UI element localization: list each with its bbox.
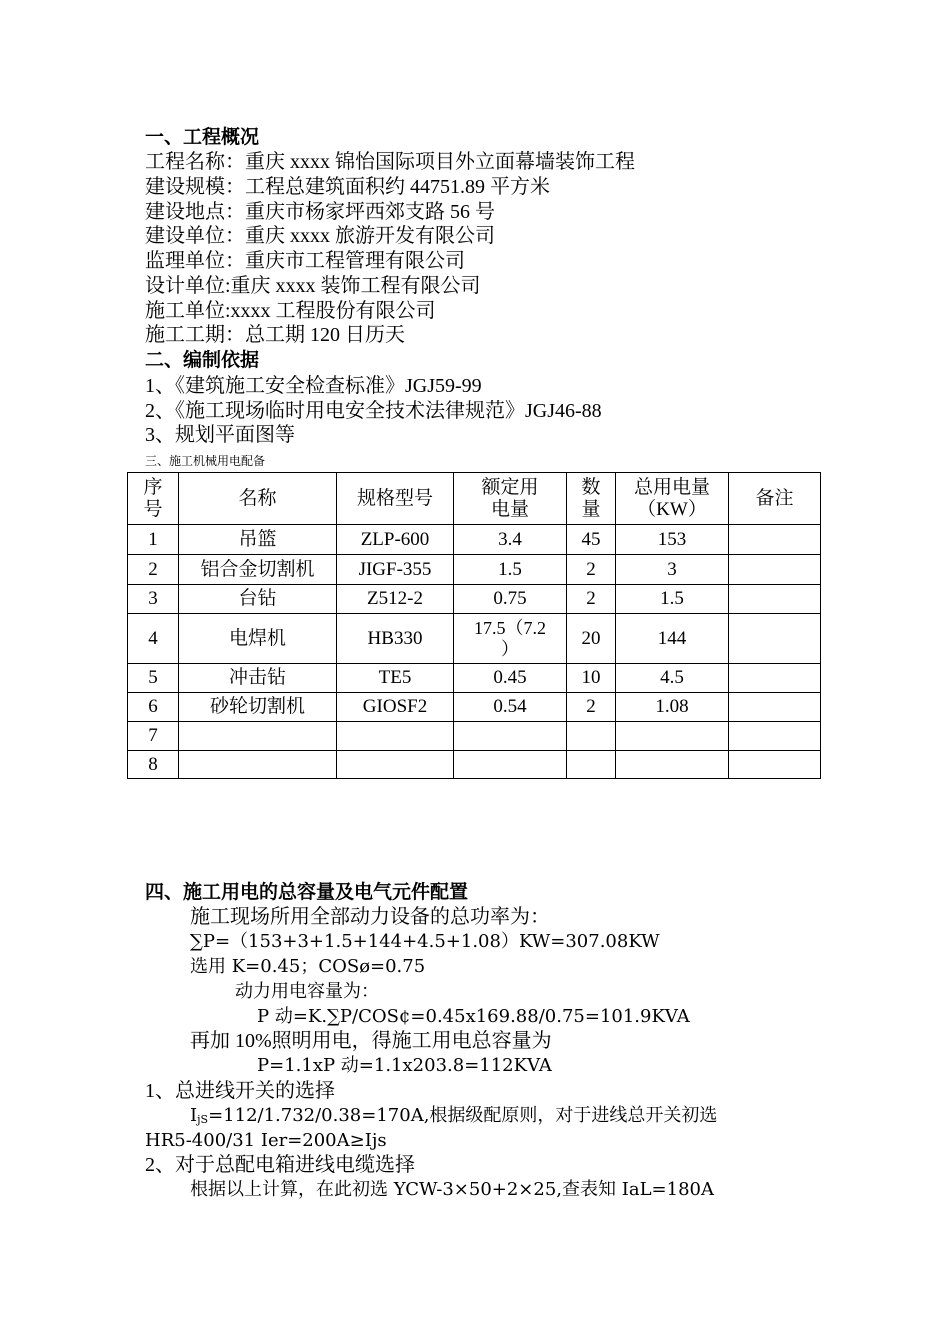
- table-row: [128, 722, 821, 751]
- cell-no: 3: [128, 585, 179, 614]
- cell-name: 砂轮切割机: [179, 693, 337, 722]
- subsection-2-title: 2、对于总配电箱进线电缆选择: [145, 1154, 415, 1176]
- cell-total: 3: [616, 555, 729, 585]
- project-duration: 施工工期：总工期 120 日历天: [145, 324, 405, 346]
- project-location: 建设地点：重庆市杨家坪西郊支路 56 号: [145, 201, 495, 223]
- basis-item-3: 3、规划平面图等: [145, 424, 295, 446]
- equipment-table: [127, 472, 821, 779]
- cell-note: [729, 664, 821, 693]
- cell-name: 台钻: [179, 585, 337, 614]
- project-name: 工程名称：重庆 xxxx 锦怡国际项目外立面幕墙装饰工程: [145, 151, 635, 173]
- cell-no: 5: [128, 664, 179, 693]
- cell-note: [729, 555, 821, 585]
- cell-rated: 3.4: [454, 525, 567, 555]
- header-total-power: 总用电量 （KW）: [616, 473, 729, 525]
- project-scale: 建设规模：工程总建筑面积约 44751.89 平方米: [145, 176, 550, 198]
- header-no: 序 号: [128, 473, 179, 525]
- cell-rated: [454, 751, 567, 779]
- cell-rated: 0.75: [454, 585, 567, 614]
- section-1-title: 一、工程概况: [145, 126, 260, 148]
- section-4-title: 四、施工用电的总容量及电气元件配置: [145, 881, 469, 903]
- calc-power-capacity: P 动=K.∑P/COS¢=0.45x169.88/0.75=101.9KVA: [257, 1006, 690, 1027]
- table-row: [128, 525, 821, 555]
- cell-total: [616, 751, 729, 779]
- cell-qty: 20: [567, 614, 616, 664]
- cell-total: 4.5: [616, 664, 729, 693]
- header-note: 备注: [729, 473, 821, 525]
- table-row: [128, 555, 821, 585]
- project-contractor: 施工单位:xxxx 工程股份有限公司: [145, 300, 436, 322]
- cell-name: 电焊机: [179, 614, 337, 664]
- cable-selection: 根据以上计算，在此初选 YCW-3×50+2×25,查表知 IaL=180A: [190, 1179, 714, 1200]
- calc-coefficients: 选用 K=0.45；COSø=0.75: [190, 956, 426, 977]
- cell-model: ZLP-600: [337, 525, 454, 555]
- cell-rated: 0.45: [454, 664, 567, 693]
- cell-model: Z512-2: [337, 585, 454, 614]
- cell-total: 144: [616, 614, 729, 664]
- calc-lighting-note: 再加 10%照明用电，得施工用电总容量为: [190, 1030, 552, 1052]
- table-row: [128, 664, 821, 693]
- calc-intro: 施工现场所用全部动力设备的总功率为：: [190, 906, 550, 928]
- header-quantity: 数 量: [567, 473, 616, 525]
- basis-item-2: 2、《施工现场临时用电安全技术法律规范》JGJ46-88: [145, 400, 602, 422]
- cell-qty: 2: [567, 585, 616, 614]
- cell-model: TE5: [337, 664, 454, 693]
- project-supervisor: 监理单位：重庆市工程管理有限公司: [145, 250, 465, 272]
- cell-model: HB330: [337, 614, 454, 664]
- switch-calc: IjS=112/1.732/0.38=170A,根据级配原则，对于进线总开关初选: [190, 1105, 718, 1126]
- table-row: [128, 693, 821, 722]
- cell-no: 1: [128, 525, 179, 555]
- cell-model: [337, 722, 454, 751]
- cell-rated: [454, 722, 567, 751]
- table-row: [128, 751, 821, 779]
- cell-qty: 2: [567, 693, 616, 722]
- cell-note: [729, 722, 821, 751]
- switch-selection: HR5-400/31 Ier=200A≥Ijs: [145, 1130, 387, 1151]
- cell-note: [729, 614, 821, 664]
- cell-note: [729, 525, 821, 555]
- cell-no: 7: [128, 722, 179, 751]
- cell-name: [179, 751, 337, 779]
- cell-name: [179, 722, 337, 751]
- cell-no: 8: [128, 751, 179, 779]
- cell-qty: [567, 751, 616, 779]
- cell-name: 吊篮: [179, 525, 337, 555]
- header-model: 规格型号: [337, 473, 454, 525]
- header-rated-power: 额定用 电量: [454, 473, 567, 525]
- cell-name: 铝合金切割机: [179, 555, 337, 585]
- cell-qty: 2: [567, 555, 616, 585]
- cell-rated: 17.5（7.2 ）: [454, 614, 567, 664]
- cell-model: [337, 751, 454, 779]
- cell-no: 6: [128, 693, 179, 722]
- cell-qty: 10: [567, 664, 616, 693]
- cell-total: 153: [616, 525, 729, 555]
- cell-name: 冲击钻: [179, 664, 337, 693]
- project-owner: 建设单位：重庆 xxxx 旅游开发有限公司: [145, 225, 495, 247]
- project-designer: 设计单位:重庆 xxxx 装饰工程有限公司: [145, 275, 481, 297]
- cell-no: 2: [128, 555, 179, 585]
- cell-model: GIOSF2: [337, 693, 454, 722]
- subsection-1-title: 1、总进线开关的选择: [145, 1080, 335, 1102]
- cell-no: 4: [128, 614, 179, 664]
- cell-note: [729, 585, 821, 614]
- header-name: 名称: [179, 473, 337, 525]
- cell-rated: 1.5: [454, 555, 567, 585]
- cell-qty: [567, 722, 616, 751]
- section-2-title: 二、编制依据: [145, 349, 260, 371]
- cell-qty: 45: [567, 525, 616, 555]
- calc-total-capacity: P=1.1xP 动=1.1x203.8=112KVA: [257, 1055, 552, 1076]
- cell-note: [729, 693, 821, 722]
- basis-item-1: 1、《建筑施工安全检查标准》JGJ59-99: [145, 375, 482, 397]
- section-3-title: 三、施工机械用电配备: [145, 454, 266, 468]
- calc-power-capacity-label: 动力用电容量为：: [235, 981, 379, 1002]
- table-row: [128, 585, 821, 614]
- cell-rated: 0.54: [454, 693, 567, 722]
- cell-total: 1.08: [616, 693, 729, 722]
- cell-model: JIGF-355: [337, 555, 454, 585]
- calc-total-power: ∑P=（153+3+1.5+144+4.5+1.08）KW=307.08KW: [190, 931, 660, 952]
- table-header-row: [128, 473, 821, 525]
- cell-total: 1.5: [616, 585, 729, 614]
- cell-total: [616, 722, 729, 751]
- cell-note: [729, 751, 821, 779]
- table-row: [128, 614, 821, 664]
